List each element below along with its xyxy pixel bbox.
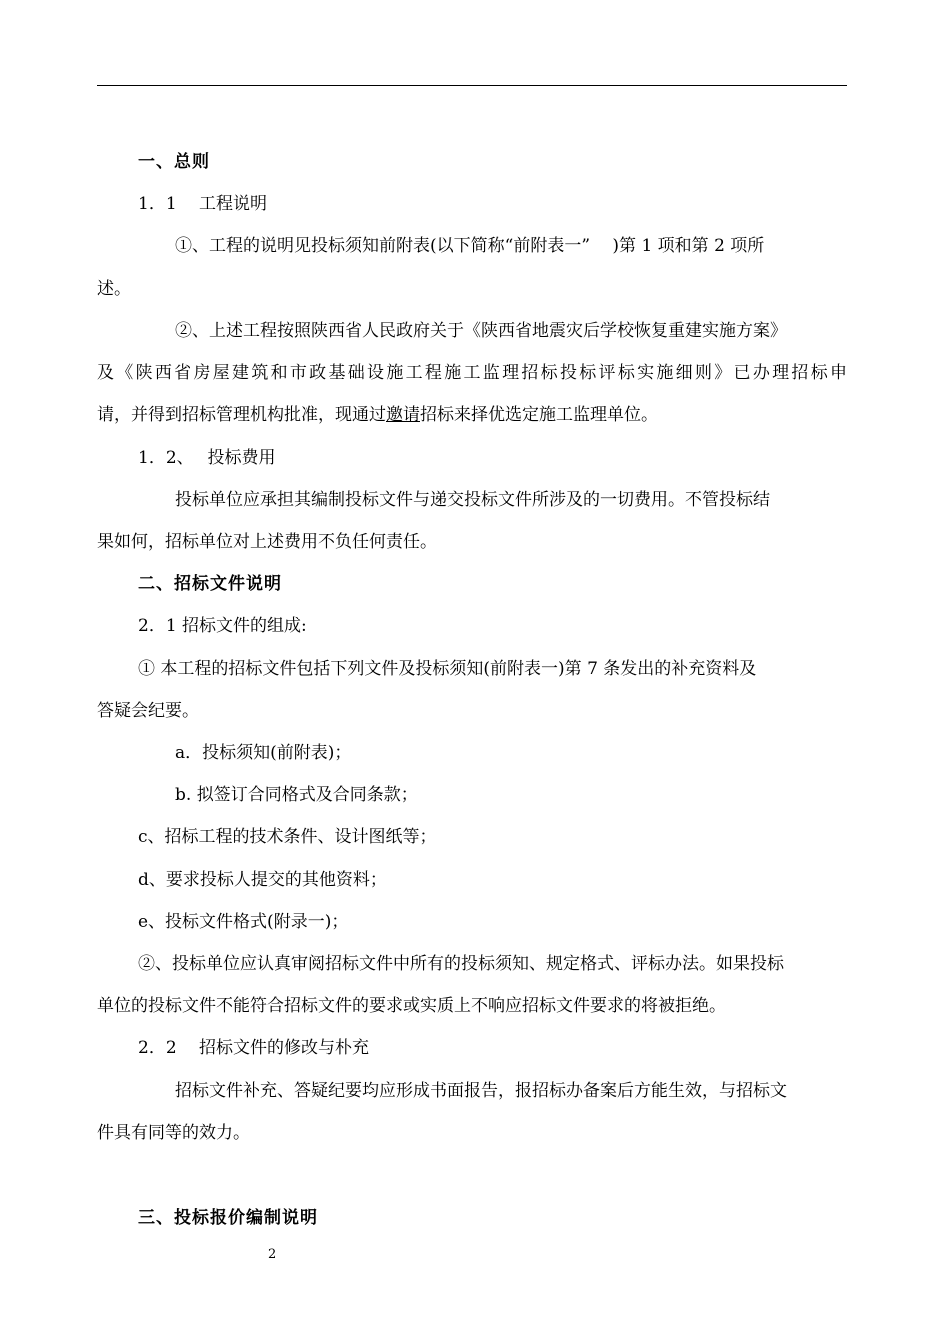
- section1-p3-line1: 投标单位应承担其编制投标文件与递交投标文件所涉及的一切费用。不管投标结: [175, 490, 770, 510]
- list-item-b: b. 拟签订合同格式及合同条款；: [175, 785, 418, 805]
- section1-p1-line2: 述。: [97, 279, 131, 299]
- section1-p1-line1: ①、工程的说明见投标须知前附表(以下简称“前附表一” )第 1 项和第 2 项所: [175, 236, 765, 256]
- header-rule: [97, 85, 847, 86]
- section1-2-title: 1．2、 投标费用: [138, 448, 276, 468]
- section1-1-title: 1．1 工程说明: [138, 194, 268, 214]
- section1-heading: 一、总则: [138, 152, 210, 172]
- section1-p2-line1: ②、上述工程按照陕西省人民政府关于《陕西省地震灾后学校恢复重建实施方案》: [175, 321, 787, 341]
- section2-p3-line1: 招标文件补充、答疑纪要均应形成书面报告，报招标办备案后方能生效，与招标文: [175, 1081, 787, 1101]
- list-item-d: d、要求投标人提交的其他资料；: [138, 870, 387, 890]
- section2-p1-line1: ① 本工程的招标文件包括下列文件及投标须知(前附表一)第 7 条发出的补充资料及: [138, 659, 757, 679]
- section3-heading: 三、投标报价编制说明: [138, 1208, 318, 1228]
- section2-p2-line2: 单位的投标文件不能符合招标文件的要求或实质上不响应招标文件要求的将被拒绝。: [97, 996, 726, 1016]
- underlined-word-invite: 邀请: [386, 405, 420, 425]
- list-item-a: a．投标须知(前附表)；: [175, 743, 352, 763]
- section1-p2-line3-post: 招标来择优选定施工监理单位。: [420, 405, 658, 425]
- section1-p3-line2: 果如何，招标单位对上述费用不负任何责任。: [97, 532, 437, 552]
- section2-p1-line2: 答疑会纪要。: [97, 701, 199, 721]
- section1-p2-line3-pre: 请，并得到招标管理机构批准，现通过: [97, 405, 386, 425]
- section2-p3-line2: 件具有同等的效力。: [97, 1123, 250, 1143]
- section2-heading: 二、招标文件说明: [138, 574, 282, 594]
- list-item-c: c、招标工程的技术条件、设计图纸等；: [138, 827, 437, 847]
- section2-p2-line1: ②、投标单位应认真审阅招标文件中所有的投标须知、规定格式、评标办法。如果投标: [138, 954, 784, 974]
- section1-p2-line2: 及《陕西省房屋建筑和市政基础设施工程施工监理招标投标评标实施细则》已办理招标申: [97, 363, 847, 383]
- list-item-e: e、投标文件格式(附录一)；: [138, 912, 349, 932]
- section2-2-title: 2．2 招标文件的修改与朴充: [138, 1038, 370, 1058]
- section1-p2-line3: [97, 403, 658, 427]
- page-number: 2: [268, 1247, 277, 1262]
- section2-1-title: 2．1 招标文件的组成:: [138, 616, 307, 636]
